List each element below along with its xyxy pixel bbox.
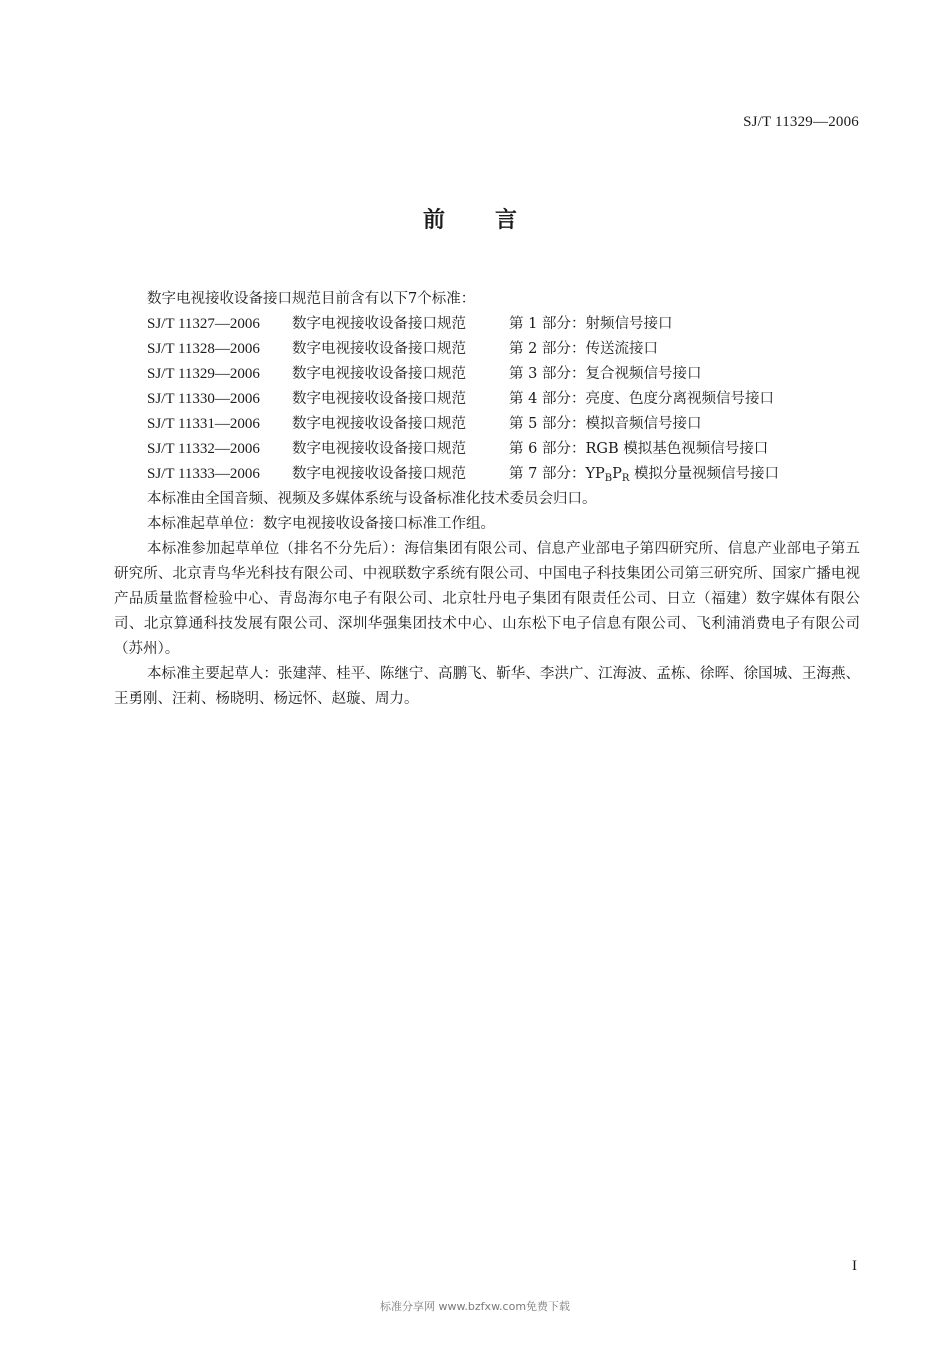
- standard-row: [114, 337, 860, 362]
- standard-row: [114, 412, 860, 437]
- standard-part: 第 4 部分：亮度、色度分离视频信号接口: [509, 391, 774, 407]
- standard-row: [114, 437, 860, 462]
- subscript-r: R: [621, 473, 630, 484]
- document-code: SJ/T 11329—2006: [743, 114, 859, 130]
- standard-part-suffix: 模拟分量视频信号接口: [629, 466, 780, 482]
- standard-name: 数字电视接收设备接口规范: [292, 466, 466, 482]
- standard-row: [114, 462, 860, 487]
- standard-row: [114, 312, 860, 337]
- document-body: [114, 287, 860, 712]
- standard-part: 第 2 部分：传送流接口: [509, 341, 658, 357]
- paragraph-centralized: 本标准由全国音频、视频及多媒体系统与设备标准化技术委员会归口。: [147, 491, 597, 507]
- standard-name: 数字电视接收设备接口规范: [292, 316, 466, 332]
- standard-part: 第 5 部分：模拟音频信号接口: [509, 416, 702, 432]
- standard-code: SJ/T 11333—2006: [147, 466, 260, 482]
- page-number: I: [852, 1258, 857, 1274]
- intro-line: 数字电视接收设备接口规范目前含有以下7个标准：: [147, 291, 476, 307]
- paragraph-participating-units: 本标准参加起草单位（排名不分先后）：海信集团有限公司、信息产业部电子第四研究所、信息产业部电子第五研究所、北京青鸟华光科技有限公司、中视联数字系统有限公司、中国电子科技集团公司第三研究所、国家广播电视产品质量监督检验中心、青岛海尔电子有限公司、北京牡丹电子集团有限责任公司、日立（福建）数字媒体有限公司、北京算通科技发展有限公司、深圳华强集团技术中心、山东松下电子信息有限公司、飞利浦消费电子有限公司（苏州）。: [114, 541, 860, 657]
- standard-row: [114, 362, 860, 387]
- standard-part-p: P: [612, 466, 622, 482]
- paragraph-main-drafters: 本标准主要起草人：张建萍、桂平、陈继宁、高鹏飞、靳华、李洪广、江海波、孟栋、徐晖、徐国城、王海燕、王勇刚、汪莉、杨晓明、杨远怀、赵璇、周力。: [114, 666, 860, 707]
- paragraph-drafting-unit: 本标准起草单位：数字电视接收设备接口标准工作组。: [147, 516, 495, 532]
- standard-part: 第 1 部分：射频信号接口: [509, 316, 673, 332]
- standard-code: SJ/T 11331—2006: [147, 416, 260, 432]
- standard-row: [114, 387, 860, 412]
- standard-code: SJ/T 11327—2006: [147, 316, 260, 332]
- standard-code: SJ/T 11328—2006: [147, 341, 260, 357]
- standard-part: 第 6 部分：RGB 模拟基色视频信号接口: [509, 441, 769, 457]
- standard-name: 数字电视接收设备接口规范: [292, 416, 466, 432]
- standard-name: 数字电视接收设备接口规范: [292, 366, 466, 382]
- standard-code: SJ/T 11329—2006: [147, 366, 260, 382]
- standard-part: 第 3 部分：复合视频信号接口: [509, 366, 702, 382]
- standard-name: 数字电视接收设备接口规范: [292, 441, 466, 457]
- subscript-b: B: [604, 473, 613, 484]
- standard-code: SJ/T 11332—2006: [147, 441, 260, 457]
- standard-name: 数字电视接收设备接口规范: [292, 391, 466, 407]
- standard-code: SJ/T 11330—2006: [147, 391, 260, 407]
- standard-name: 数字电视接收设备接口规范: [292, 341, 466, 357]
- footer-watermark: 标准分享网 www.bzfxw.com免费下载: [379, 1300, 571, 1313]
- standard-part-prefix: 第 7 部分：YP: [509, 466, 605, 482]
- page-title: 前言: [422, 208, 567, 233]
